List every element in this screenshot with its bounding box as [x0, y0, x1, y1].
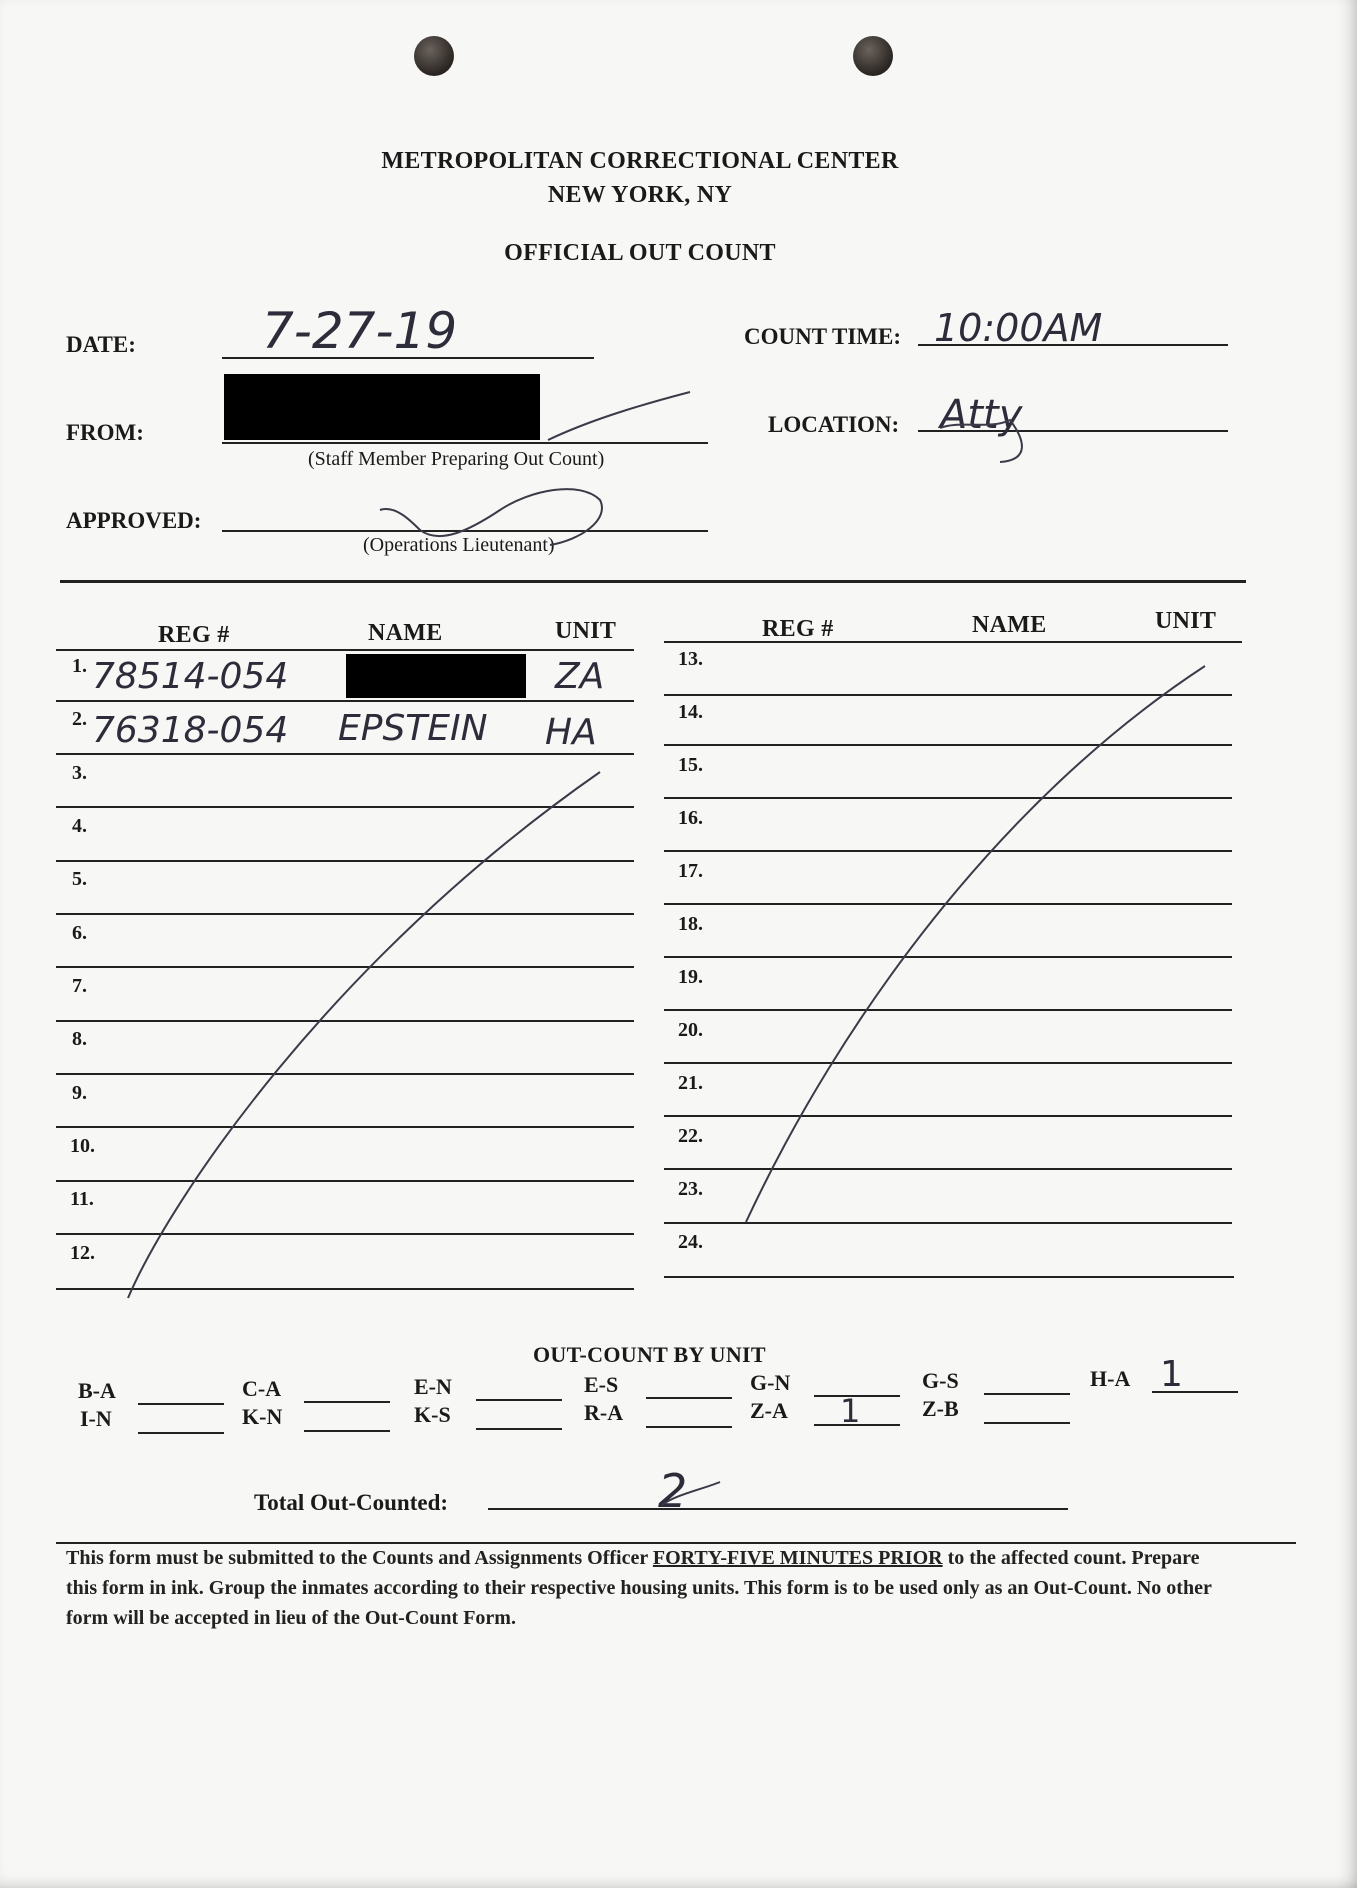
row-number: 24.: [678, 1231, 703, 1253]
col-reg-left: REG #: [158, 622, 230, 648]
unit-label: I-N: [80, 1406, 112, 1431]
row-number: 12.: [70, 1242, 95, 1264]
unit-label: Z-B: [922, 1396, 959, 1421]
row-number: 19.: [678, 966, 703, 988]
unit-label: C-A: [242, 1376, 282, 1401]
unit-code: ZA: [555, 656, 605, 697]
row-number: 17.: [678, 860, 703, 882]
row-number: 23.: [678, 1178, 703, 1200]
count-time-label: COUNT TIME:: [744, 324, 901, 349]
approved-label: APPROVED:: [66, 508, 202, 533]
unit-label: G-N: [750, 1370, 791, 1395]
unit-label: H-A: [1090, 1366, 1131, 1391]
notice-deadline: FORTY-FIVE MINUTES PRIOR: [652, 1547, 943, 1569]
count-time-value: 10:00AM: [934, 306, 1103, 350]
row-number: 10.: [70, 1135, 95, 1157]
unit-label: G-S: [922, 1368, 959, 1393]
date-value: 7-27-19: [262, 302, 458, 360]
total-label: Total Out-Counted:: [254, 1490, 449, 1515]
total-value: 2: [658, 1464, 688, 1518]
from-label: FROM:: [66, 420, 144, 445]
approved-caption: (Operations Lieutenant): [363, 534, 555, 556]
unit-label: B-A: [78, 1378, 116, 1403]
col-unit-right: UNIT: [1155, 608, 1217, 634]
row-number: 2.: [72, 708, 87, 730]
unit-label: E-S: [584, 1372, 619, 1397]
location-label: LOCATION:: [768, 412, 900, 437]
unit-label: K-S: [414, 1402, 451, 1427]
row-number: 18.: [678, 913, 703, 935]
unit-label: E-N: [414, 1374, 452, 1399]
unit-count: 1: [840, 1392, 861, 1430]
row-number: 15.: [678, 754, 703, 776]
row-number: 8.: [72, 1028, 87, 1050]
unit-label: K-N: [242, 1404, 283, 1429]
row-number: 22.: [678, 1125, 703, 1147]
row-number: 1.: [72, 655, 87, 677]
notice-text: This form must be submitted to the Counts and Assignments Officer: [66, 1547, 653, 1569]
row-number: 5.: [72, 868, 87, 890]
by-unit-title: OUT-COUNT BY UNIT: [533, 1342, 766, 1367]
row-number: 6.: [72, 922, 87, 944]
unit-count: 1: [1160, 1354, 1183, 1395]
row-number: 3.: [72, 762, 87, 784]
institution-name: METROPOLITAN CORRECTIONAL CENTER: [381, 148, 899, 174]
col-reg-right: REG #: [762, 616, 834, 642]
notice-text: to the affected count. Prepare this form in ink. Group the inmates according to their respective housing units. This form is to be used only as an Out-Count. No other form will be accepted in lieu of the Out-Count Form.: [66, 1547, 1212, 1629]
approved-signature-stroke: [380, 489, 602, 545]
unit-code: HA: [545, 712, 597, 753]
row-number: 14.: [678, 701, 703, 723]
row-number: 9.: [72, 1082, 87, 1104]
left-cross-out-line: [128, 772, 600, 1298]
from-caption: (Staff Member Preparing Out Count): [308, 448, 605, 470]
col-name-left: NAME: [368, 620, 443, 646]
total-flourish: [662, 1482, 720, 1505]
row-number: 21.: [678, 1072, 703, 1094]
date-label: DATE:: [66, 332, 136, 357]
row-number: 16.: [678, 807, 703, 829]
location-underline-stroke: [940, 420, 1022, 462]
row-number: 4.: [72, 815, 87, 837]
col-name-right: NAME: [972, 612, 1047, 638]
row-number: 11.: [70, 1188, 94, 1210]
from-signature-stroke: [548, 392, 690, 440]
institution-city: NEW YORK, NY: [547, 182, 733, 208]
inmate-name: EPSTEIN: [338, 708, 488, 749]
row-number: 20.: [678, 1019, 703, 1041]
row-number: 7.: [72, 975, 87, 997]
unit-label: Z-A: [750, 1398, 788, 1423]
right-cross-out-line: [746, 666, 1205, 1222]
reg-number: 76318-054: [92, 710, 289, 751]
row-number: 13.: [678, 648, 703, 670]
col-unit-left: UNIT: [555, 618, 617, 644]
reg-number: 78514-054: [92, 656, 289, 697]
unit-label: R-A: [584, 1400, 624, 1425]
form-title: OFFICIAL OUT COUNT: [504, 240, 776, 266]
location-value: Atty: [940, 392, 1023, 438]
